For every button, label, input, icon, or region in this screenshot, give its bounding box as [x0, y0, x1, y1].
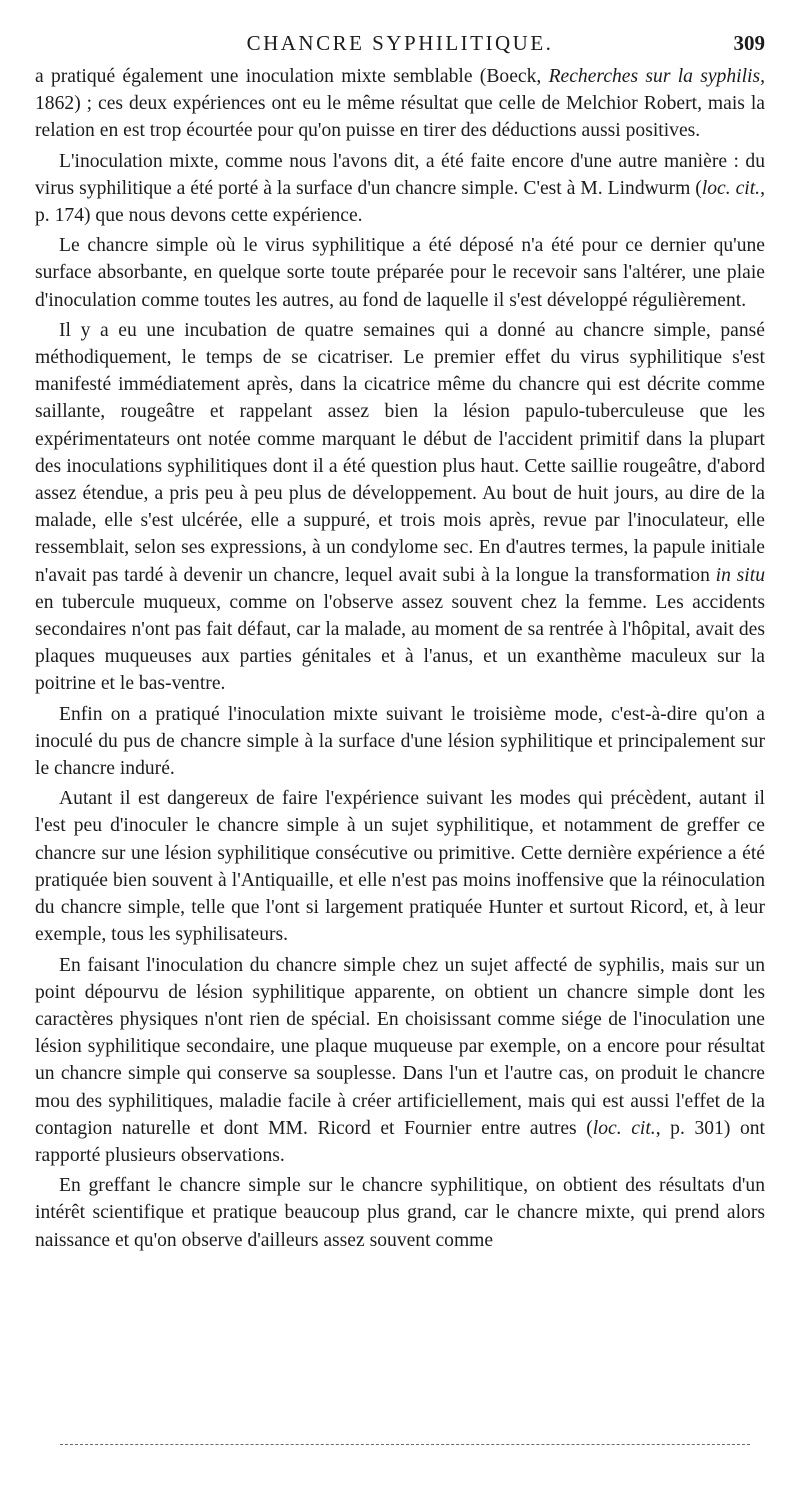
text-segment: Autant il est dangereux de faire l'expérience suivant les modes qui précèdent, autant il l'est peu d'inoculer le chancre simple à un sujet syphilitique, et notamment de greffer ce chancre sur une lésion syphilitique consécutive ou primitive. Cette dernière expérience a été pratiquée bien souvent à l'Antiquaille, et elle n'est pas moins inoffensive que la réinoculation du chancre simple, telle que l'ont si largement pratiquée Hunter et surtout Ricord, et, à leur exemple, tous les syphilisateurs. — [35, 788, 765, 946]
paragraph — [35, 232, 765, 314]
text-segment: a pratiqué également une inoculation mixte semblable (Boeck, — [35, 66, 549, 87]
italic-reference: loc. cit. — [592, 1117, 656, 1139]
paragraph — [35, 148, 765, 230]
paragraph — [35, 701, 765, 783]
italic-reference: in situ — [715, 564, 765, 586]
paragraph — [35, 785, 765, 948]
body-text — [35, 63, 765, 1257]
paragraph — [35, 952, 765, 1170]
text-segment: 1862) ; ces deux expériences ont eu le même résultat que celle de Melchior Robert, mais la relation en est trop écourtée pour qu'on puisse en tirer des déductions aussi positives. — [35, 93, 765, 142]
footer-rule — [60, 1444, 750, 1445]
text-segment: L'inoculation mixte, comme nous l'avons dit, a été faite encore d'une autre manière : du virus syphilitique a été porté à la surface d'un chancre simple. C'est à M. Lindwurm ( — [35, 150, 765, 199]
text-segment: Le chancre simple où le virus syphilitique a été déposé n'a été pour ce dernier qu'une surface absorbante, en quelque sorte toute préparée pour le recevoir sans l'altérer, une plaie d'inoculation comme toutes les autres, au fond de laquelle il s'est développé régulièrement. — [35, 235, 765, 311]
text-segment: En greffant le chancre simple sur le chancre syphilitique, on obtient des résultats d'un intérêt scientifique et pratique beaucoup plus grand, car le chancre mixte, qui prend alors naissance et qu'on observe d'ailleurs assez souvent comme — [35, 1175, 765, 1251]
page-number: 309 — [733, 31, 765, 55]
text-segment: En faisant l'inoculation du chancre simple chez un sujet affecté de syphilis, mais sur un point dépourvu de lésion syphilitique apparente, on obtient un chancre simple dont les caractères physiques n'ont rien de spécial. En choisissant comme siége de l'inoculation une lésion syphilitique secondaire, une plaque muqueuse par exemple, on a encore pour résultat un chancre simple qui conserve sa souplesse. Dans l'un et l'autre cas, on produit le chancre mou des syphilitiques, maladie facile à créer artificiellement, mais qui est aussi l'effet de la contagion naturelle et dont MM. Ricord et Fournier entre autres ( — [35, 954, 765, 1139]
running-head-title: CHANCRE SYPHILITIQUE. — [246, 31, 554, 55]
paragraph — [35, 1172, 765, 1254]
text-segment: en tubercule muqueux, comme on l'observe assez souvent chez la femme. Les accidents secondaires n'ont pas fait défaut, car la malade, au moment de sa rentrée à l'hôpital, avait des plaques muqueuses aux parties génitales et à l'anus, et un exanthème maculeux sur la poitrine et le bas-ventre. — [35, 591, 765, 695]
paragraph — [35, 317, 765, 698]
text-segment: Enfin on a pratiqué l'inoculation mixte suivant le troisième mode, c'est-à-dire qu'on a inoculé du pus de chancre simple à la surface d'une lésion syphilitique et principalement sur le chancre induré. — [35, 703, 765, 780]
text-segment: Il y a eu une incubation de quatre semaines qui a donné au chancre simple, pansé méthodiquement, le temps de se cicatriser. Le premier effet du virus syphilitique s'est manifesté immédiatement après, dans la cicatrice même du chancre qui est décrite comme saillante, rougeâtre et rappelant assez bien la lésion papulo-tuberculeuse que les expérimentateurs ont notée comme marquant le début de l'accident primitif dans la plupart des inoculations syphilitiques dont il a été question plus haut. Cette saillie rougeâtre, d'abord assez étendue, a pris peu à peu plus de développement. Au bout de huit jours, au dire de la malade, elle s'est ulcérée, elle a suppuré, et trois mois après, revue par l'inoculateur, elle ressemblait, selon ses expressions, à un condylome sec. En d'autres termes, la papule initiale n'avait pas tardé à devenir un chancre, lequel avait subi à la longue la transformation — [35, 319, 765, 586]
paragraph — [35, 63, 765, 145]
running-head — [35, 28, 765, 58]
italic-reference: loc. cit. — [701, 177, 761, 199]
text-segment: , p. 301) ont rapporté plusieurs observations. — [35, 1117, 766, 1166]
text-segment: , p. 174) que nous devons cette expérience. — [35, 177, 765, 227]
italic-reference: Recherches sur la syphilis, — [548, 66, 766, 87]
